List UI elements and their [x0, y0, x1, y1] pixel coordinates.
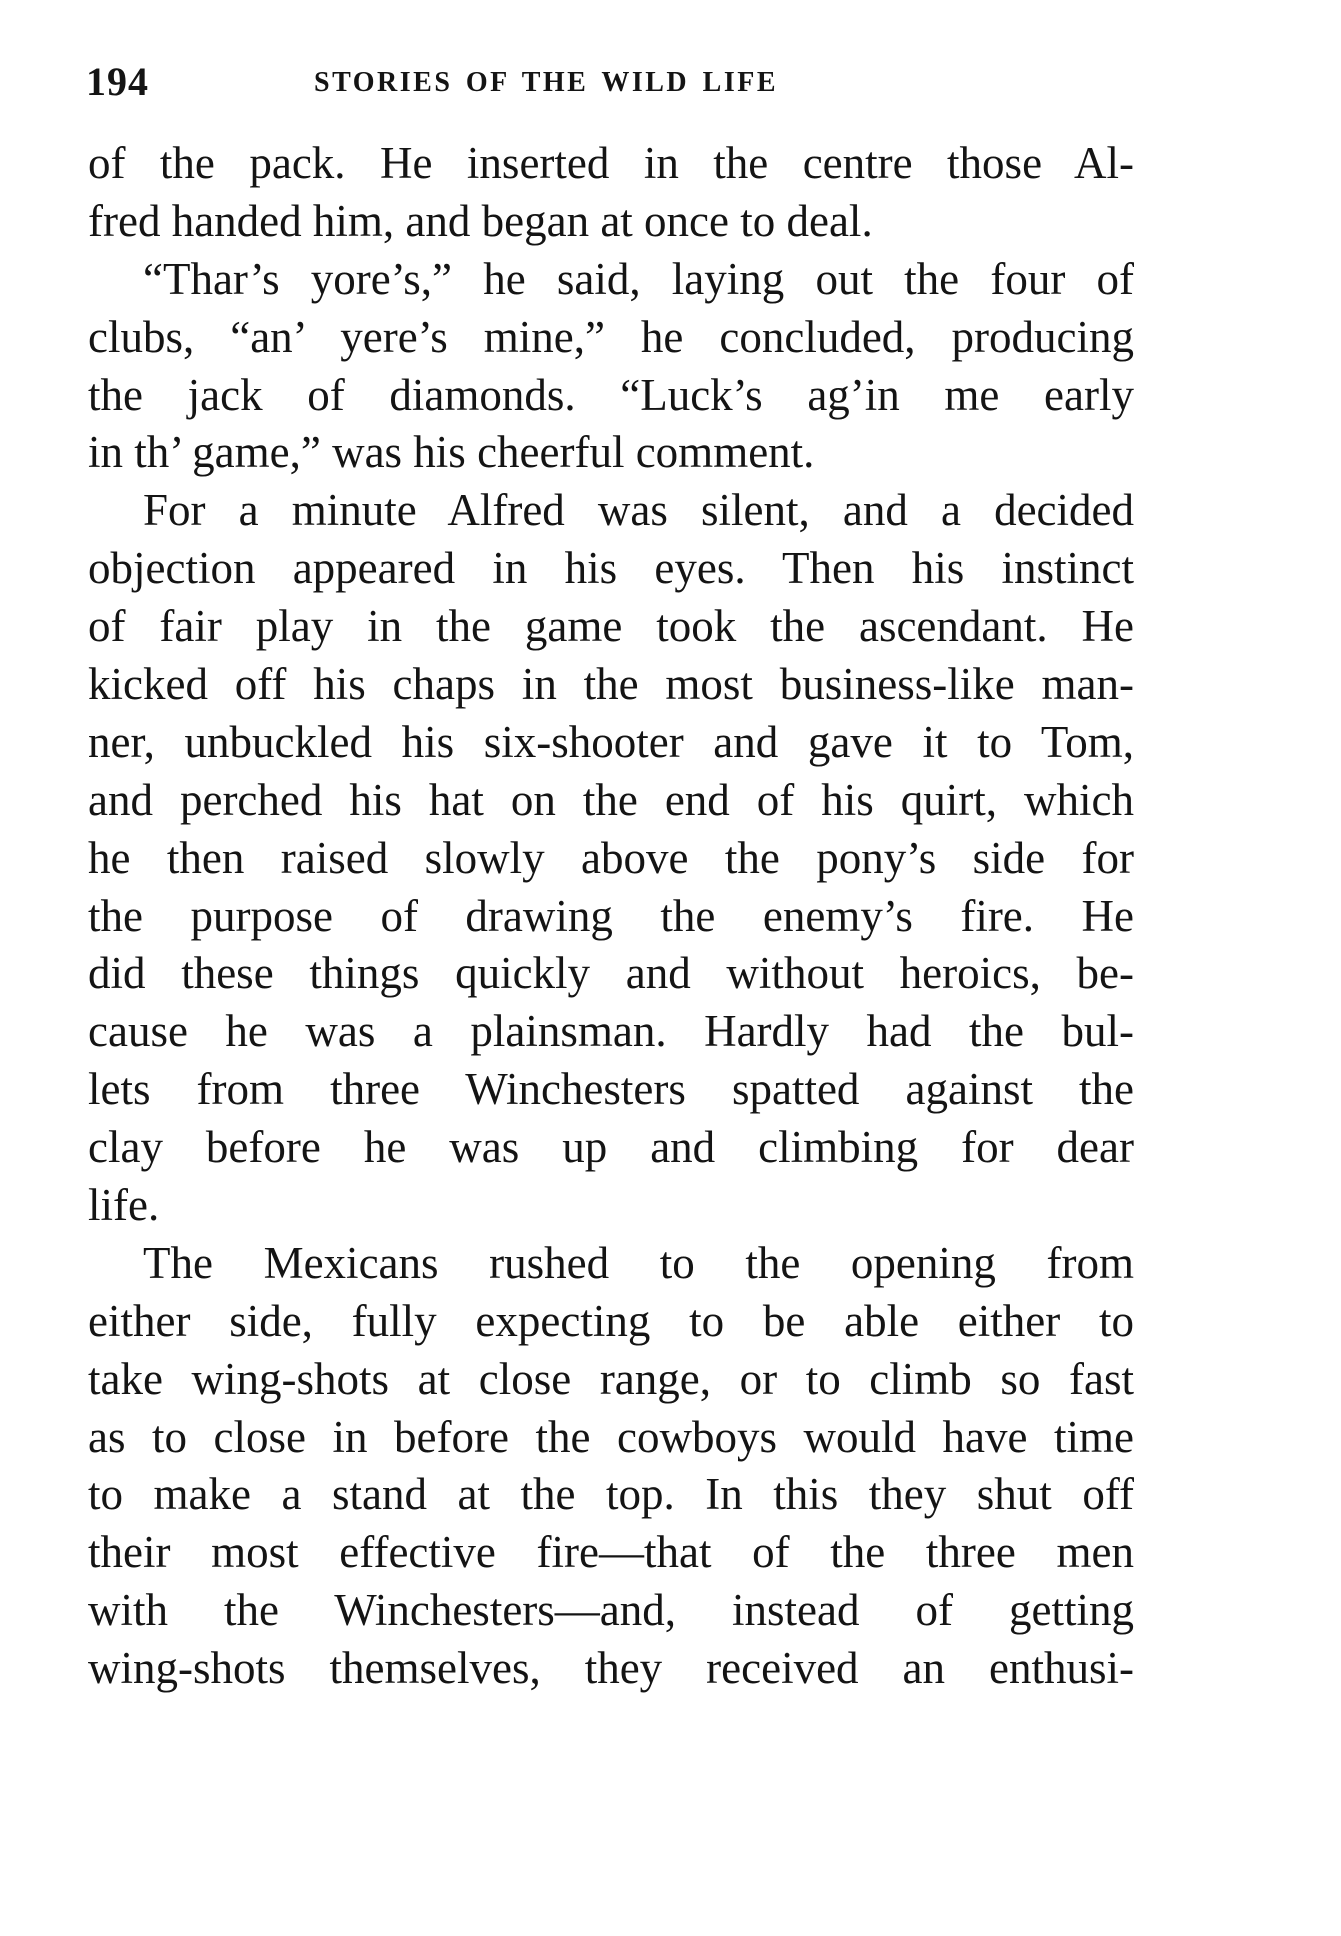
text-line: wing-shots themselves, they received an enthusi- — [88, 1643, 1134, 1694]
text-line: of fair play in the game took the ascendant. He — [88, 601, 1134, 652]
text-line: clay before he was up and climbing for dear — [88, 1122, 1134, 1173]
text-line: did these things quickly and without heroics, be- — [88, 948, 1134, 999]
body-text — [88, 135, 1134, 1698]
text-line: cause he was a plainsman. Hardly had the bul- — [88, 1006, 1134, 1057]
text-line: ner, unbuckled his six-shooter and gave it to Tom, — [88, 716, 1134, 767]
text-line: “Thar’s yore’s,” he said, laying out the four of — [143, 253, 1134, 304]
text-line: clubs, “an’ yere’s mine,” he concluded, producing — [88, 311, 1134, 362]
text-line: For a minute Alfred was silent, and a decided — [143, 485, 1134, 536]
text-line: the jack of diamonds. “Luck’s ag’in me early — [88, 369, 1134, 420]
text-line: he then raised slowly above the pony’s side for — [88, 832, 1134, 883]
text-line: either side, fully expecting to be able either to — [88, 1295, 1134, 1346]
text-line: the purpose of drawing the enemy’s fire. He — [88, 890, 1134, 941]
text-line: lets from three Winchesters spatted against the — [88, 1064, 1134, 1115]
text-line: their most effective fire—that of the three men — [88, 1527, 1134, 1578]
paragraph-1 — [88, 135, 1134, 251]
text-line: to make a stand at the top. In this they shut off — [88, 1469, 1134, 1520]
text-line: objection appeared in his eyes. Then his instinct — [88, 543, 1134, 594]
text-line: kicked off his chaps in the most business-like man- — [88, 659, 1134, 710]
text-line: take wing-shots at close range, or to climb so fast — [88, 1353, 1134, 1404]
text-line: life. — [88, 1180, 160, 1231]
running-header — [86, 58, 1136, 108]
text-line: with the Winchesters—and, instead of getting — [88, 1585, 1134, 1636]
paragraph-4 — [88, 1235, 1134, 1698]
page-number: 194 — [86, 59, 149, 104]
text-line: fred handed him, and began at once to deal. — [88, 195, 873, 246]
text-line: The Mexicans rushed to the opening from — [143, 1237, 1134, 1288]
paragraph-3 — [88, 482, 1134, 1235]
text-line: and perched his hat on the end of his quirt, which — [88, 774, 1134, 825]
text-line: of the pack. He inserted in the centre those Al- — [88, 138, 1134, 188]
paragraph-2 — [88, 251, 1134, 483]
text-line: in th’ game,” was his cheerful comment. — [88, 427, 815, 478]
text-line: as to close in before the cowboys would have time — [88, 1411, 1134, 1462]
running-title: STORIES OF THE WILD LIFE — [314, 67, 778, 98]
